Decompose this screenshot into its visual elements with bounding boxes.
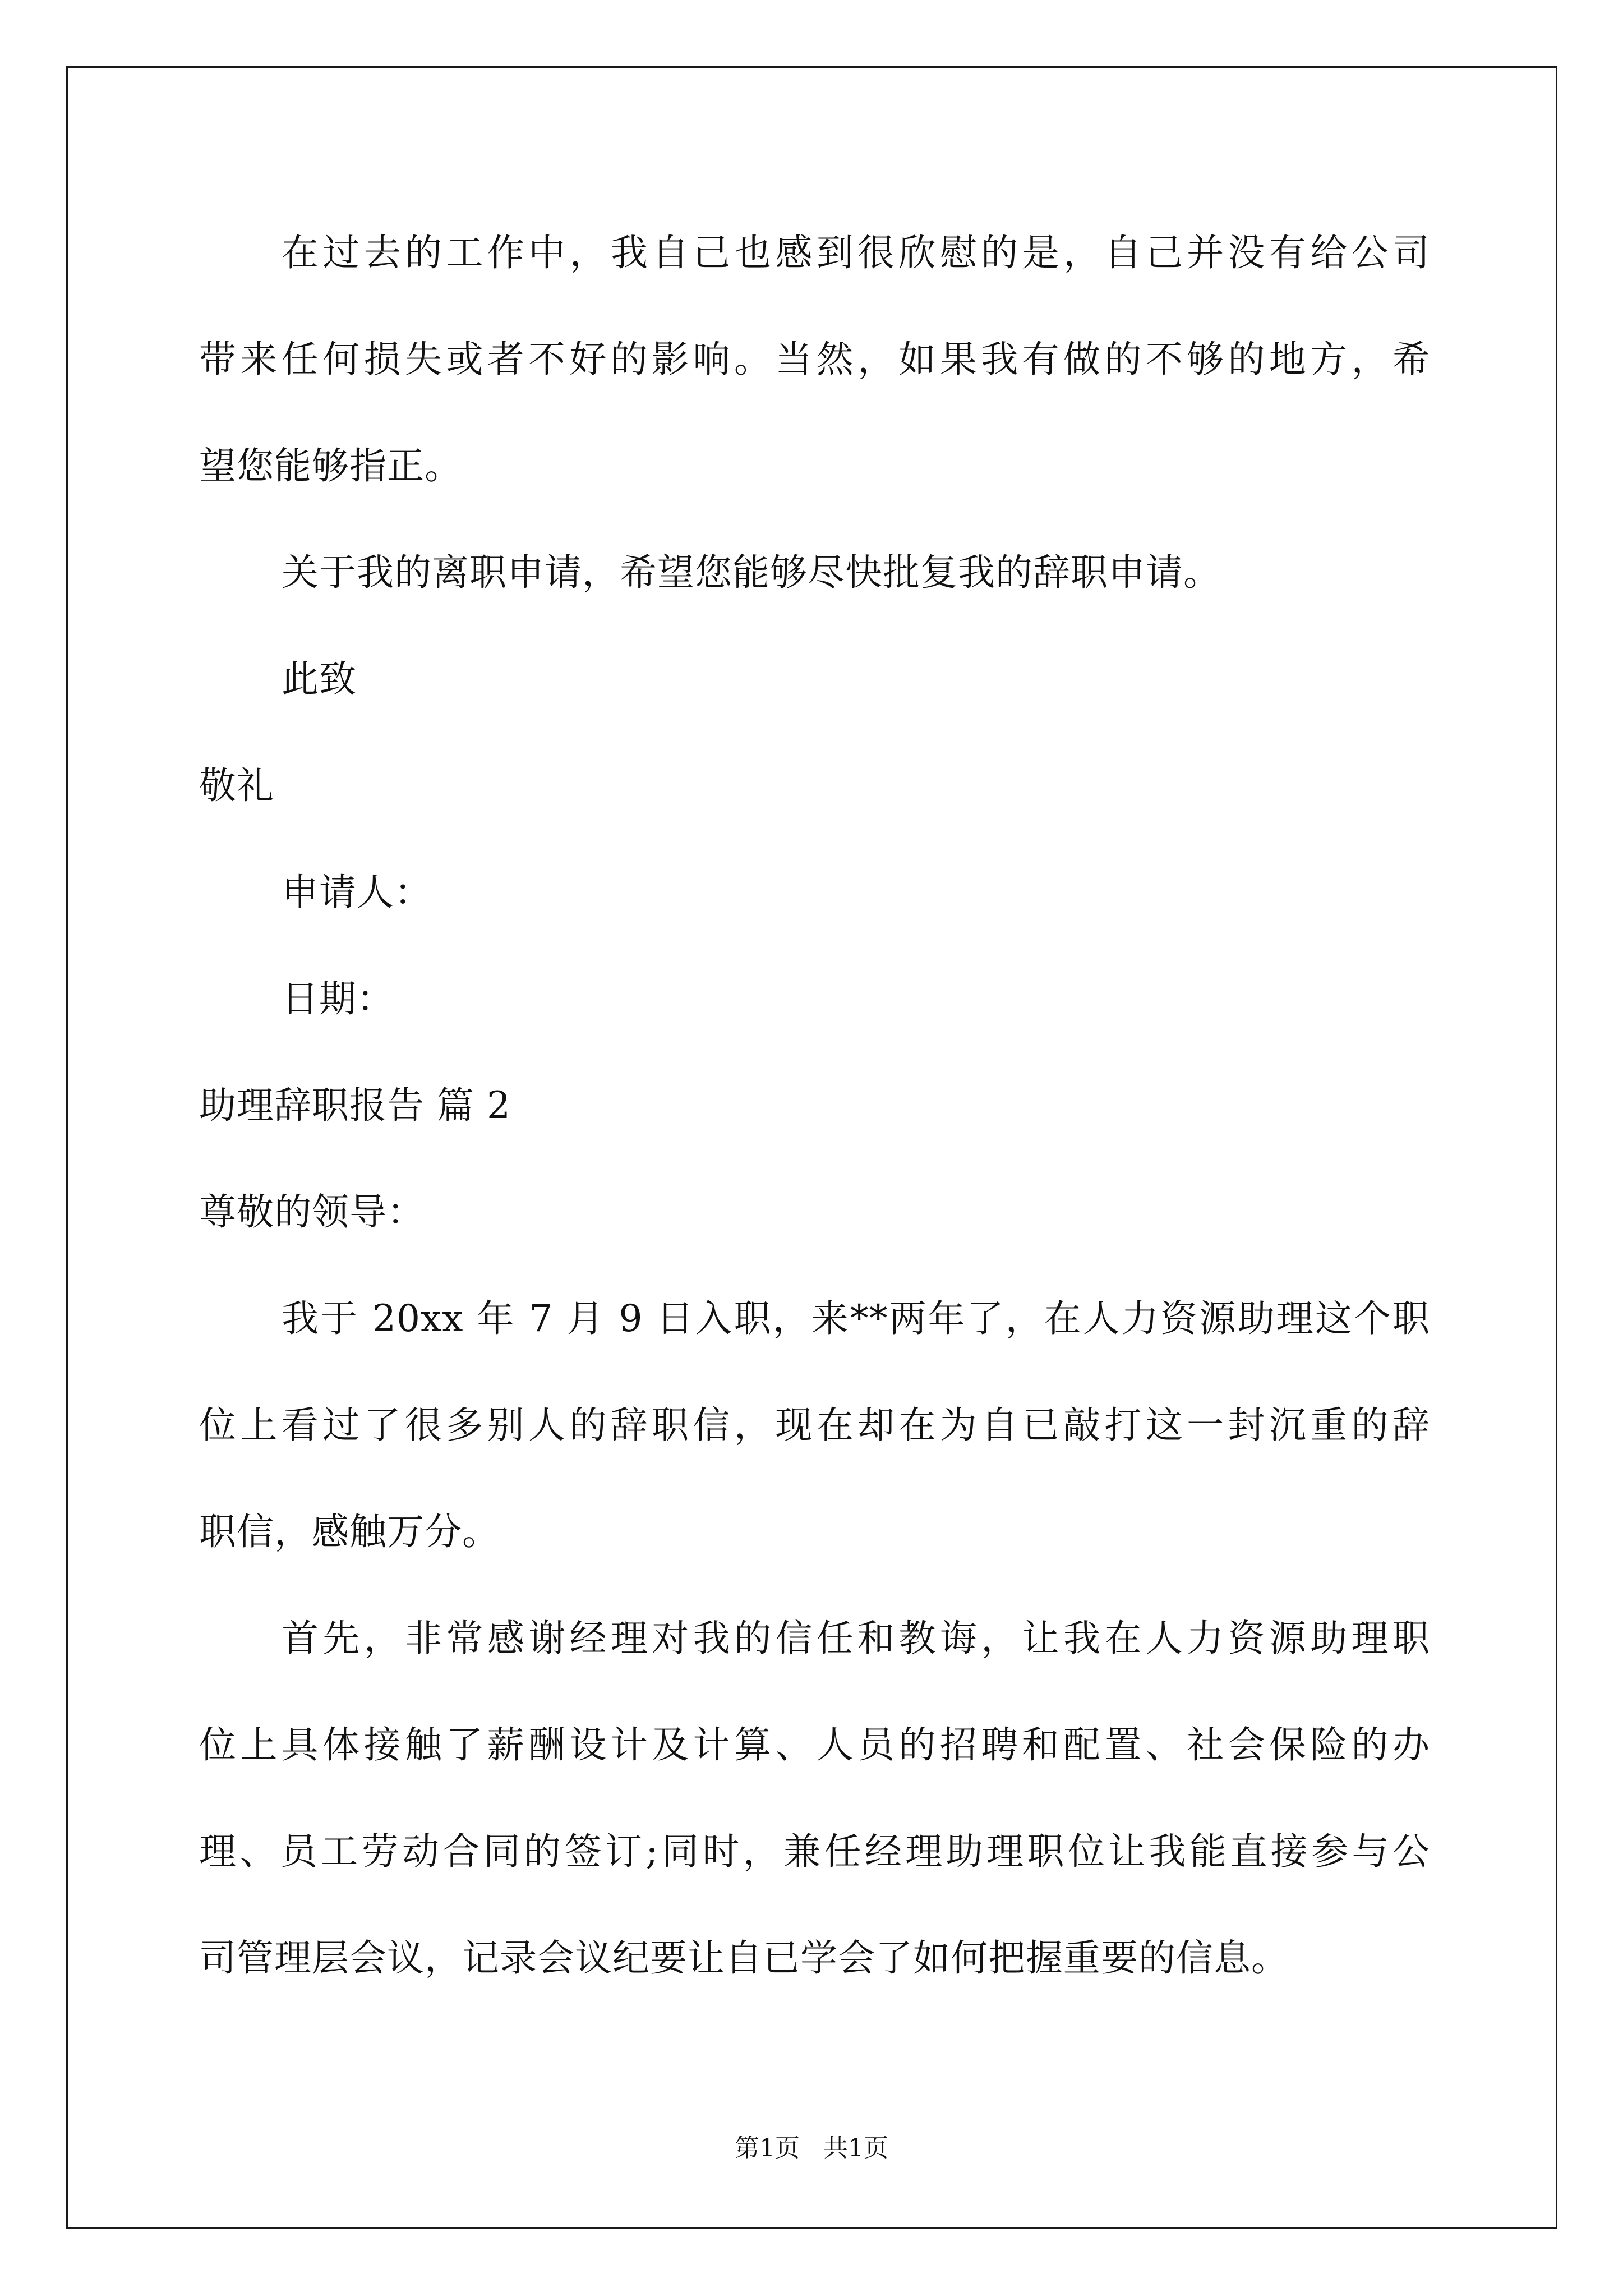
section-title: 助理辞职报告 篇 2 bbox=[199, 1084, 511, 1127]
paragraph-3-line-1: 我于 20xx 年 7 月 9 日入职，来**两年了，在人力资源助理这个职 bbox=[282, 1297, 1430, 1340]
paragraph-1-line-2: 带来任何损失或者不好的影响。当然，如果我有做的不够的地方，希 bbox=[199, 338, 1430, 381]
paragraph-1-line-1: 在过去的工作中，我自己也感到很欣慰的是，自己并没有给公司 bbox=[282, 231, 1430, 274]
paragraph-4-line-3: 理、员工劳动合同的签订;同时，兼任经理助理职位让我能直接参与公 bbox=[199, 1830, 1430, 1873]
paragraph-3-line-2: 位上看过了很多别人的辞职信，现在却在为自已敲打这一封沉重的辞 bbox=[199, 1404, 1430, 1447]
closing-regards: 敬礼 bbox=[199, 764, 274, 807]
paragraph-3-line-3: 职信，感触万分。 bbox=[199, 1510, 500, 1553]
paragraph-1-line-3: 望您能够指正。 bbox=[199, 444, 462, 487]
paragraph-4-line-4: 司管理层会议，记录会议纪要让自已学会了如何把握重要的信息。 bbox=[199, 1936, 1289, 1980]
page-border bbox=[66, 66, 1557, 2229]
applicant-label: 申请人： bbox=[282, 871, 432, 914]
date-label: 日期： bbox=[282, 977, 394, 1020]
page-footer: 第1页 共1页 bbox=[735, 2134, 888, 2162]
paragraph-4-line-2: 位上具体接触了薪酬设计及计算、人员的招聘和配置、社会保险的办 bbox=[199, 1723, 1430, 1766]
greeting: 尊敬的领导： bbox=[199, 1190, 425, 1234]
paragraph-2-line-1: 关于我的离职申请，希望您能够尽快批复我的辞职申请。 bbox=[282, 551, 1221, 594]
closing-salutation: 此致 bbox=[282, 657, 357, 701]
paragraph-4-line-1: 首先，非常感谢经理对我的信任和教诲，让我在人力资源助理职 bbox=[282, 1617, 1430, 1660]
